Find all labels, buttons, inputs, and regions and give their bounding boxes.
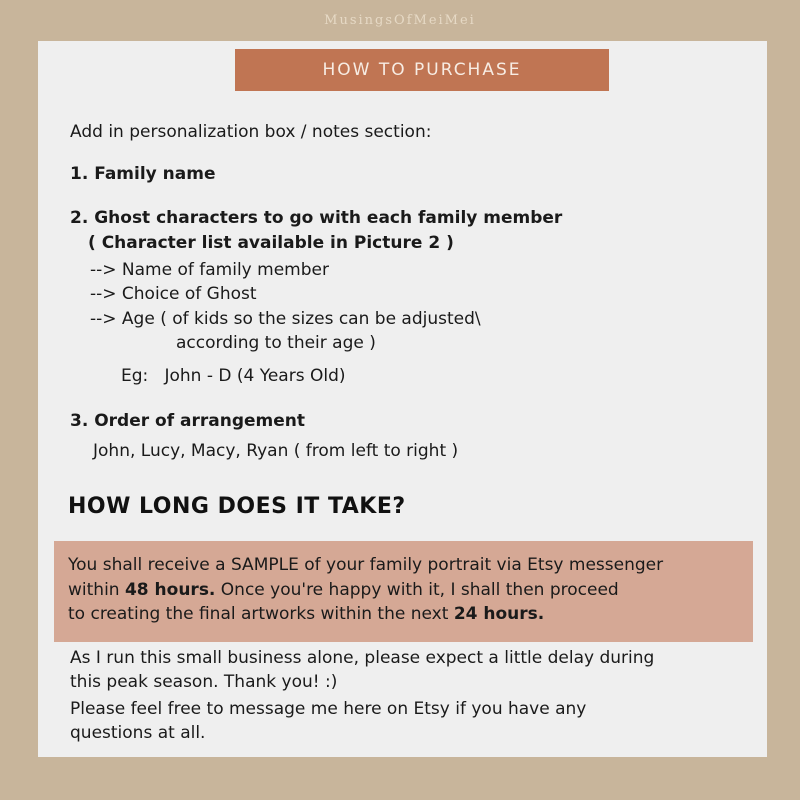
- step-1-title: 1. Family name: [70, 164, 216, 184]
- turnaround-48-hours: 48 hours.: [124, 580, 216, 600]
- turnaround-24-hours: 24 hours.: [453, 604, 545, 624]
- step-2-item-continuation: according to their age ): [176, 333, 376, 353]
- how-long-heading: HOW LONG DOES IT TAKE?: [68, 494, 406, 519]
- turnaround-line-1: You shall receive a SAMPLE of your family portrait via Etsy messenger: [68, 555, 664, 575]
- how-to-purchase-banner: HOW TO PURCHASE: [235, 49, 609, 91]
- turnaround-line-3: to creating the final artworks within the next 24 hours.: [68, 604, 545, 624]
- step-2-item: --> Choice of Ghost: [90, 284, 257, 304]
- watermark: MusingsOfMeiMei: [324, 13, 476, 28]
- step-2-item: --> Name of family member: [90, 260, 329, 280]
- step-2-item: --> Age ( of kids so the sizes can be adjusted\: [90, 309, 481, 329]
- step-3-example: John, Lucy, Macy, Ryan ( from left to right ): [93, 441, 459, 461]
- turnaround-line-2: within 48 hours. Once you're happy with it, I shall then proceed: [68, 580, 619, 600]
- delay-note-line-1: As I run this small business alone, please expect a little delay during: [70, 648, 655, 668]
- step-2-subtitle: ( Character list available in Picture 2 ): [88, 233, 454, 253]
- step-2-title: 2. Ghost characters to go with each family member: [70, 208, 563, 228]
- step-3-title: 3. Order of arrangement: [70, 411, 306, 431]
- intro-text: Add in personalization box / notes section:: [70, 122, 432, 142]
- contact-note-line-2: questions at all.: [70, 723, 206, 743]
- step-2-example: Eg: John - D (4 Years Old): [121, 366, 346, 386]
- contact-note-line-1: Please feel free to message me here on Etsy if you have any: [70, 699, 587, 719]
- delay-note-line-2: this peak season. Thank you! :): [70, 672, 338, 692]
